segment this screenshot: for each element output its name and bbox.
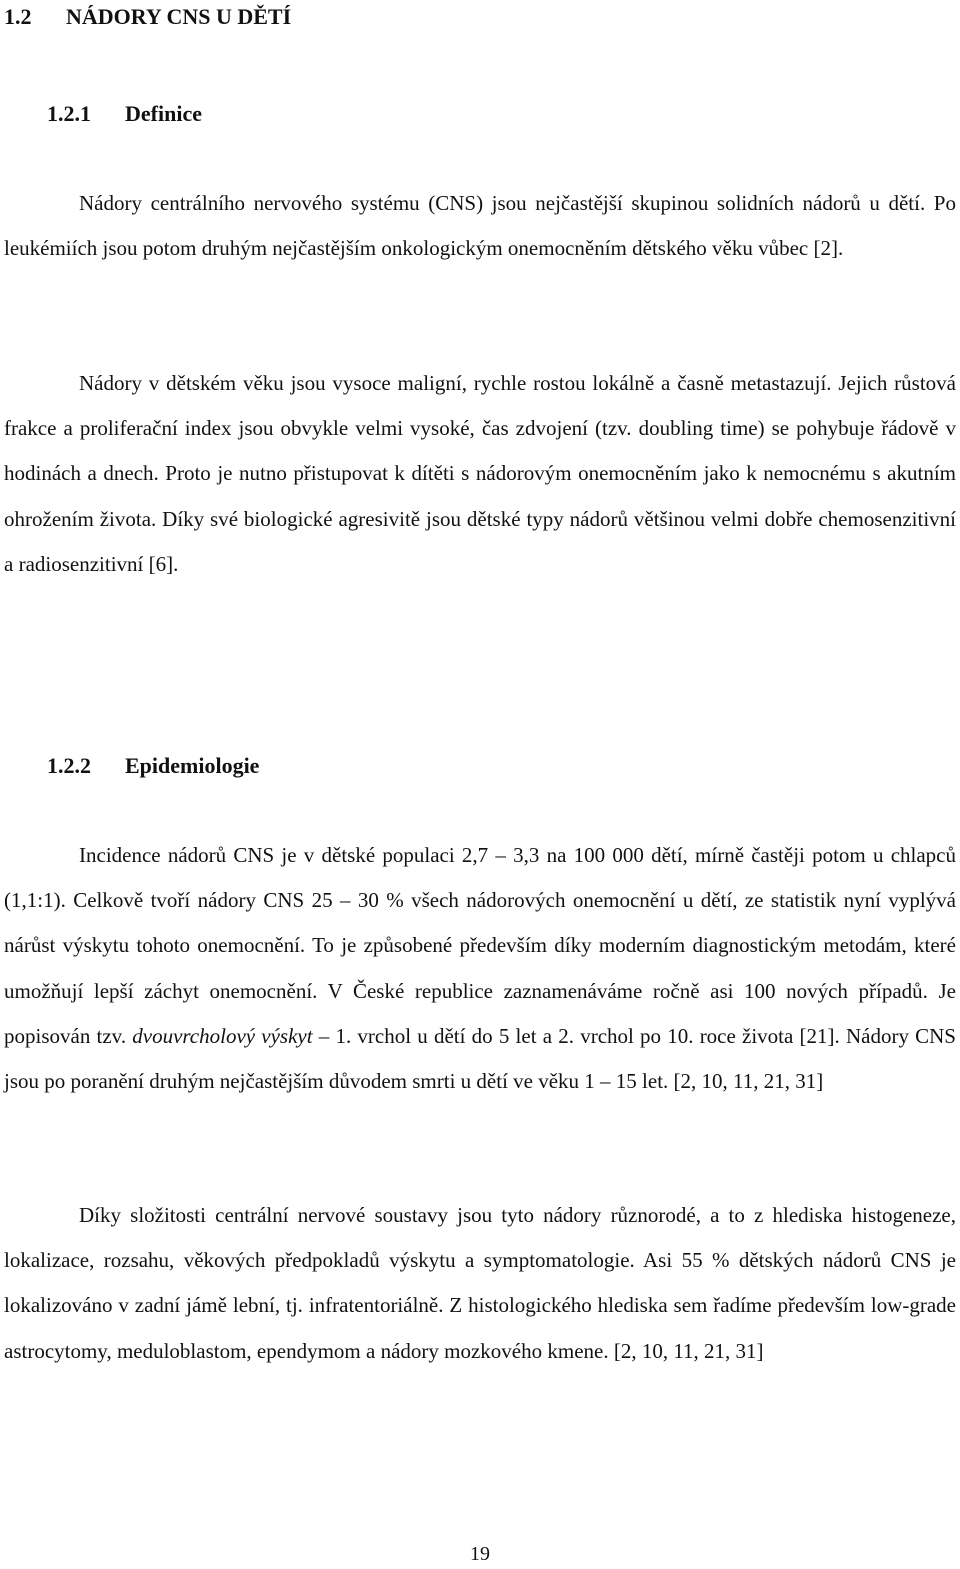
subsection-number: 1.2.1 [47, 101, 91, 126]
paragraph-definice-1: Nádory centrálního nervového systému (CNS) jsou nejčastější skupinou solidních nádorů u dětí. Po leukémiích jsou potom druhým nejčastějším onkologickým onemocněním dětského věku vůbec [2]. [4, 191, 956, 261]
subsection-title: Definice [125, 101, 202, 126]
subsection-number: 1.2.2 [47, 753, 91, 778]
section-number: 1.2 [4, 4, 32, 29]
page-number: 19 [470, 1543, 490, 1565]
subsection-title: Epidemiologie [125, 753, 260, 778]
subsection-heading-epidemiologie [47, 751, 259, 781]
emphasized-term: dvouvrcholový výskyt [132, 1023, 313, 1048]
paragraph-epidemiologie-1 [4, 833, 956, 1104]
paragraph-text: – 1. vrchol u dětí do 5 let a 2. vrchol po 10. roce života [21]. Nádory CNS jsou po poranění druhým nejčastějším důvodem smrti u dětí ve věku 1 – 15 let. [2, 10, 11, 21, 31] [4, 1023, 956, 1094]
section-title: NÁDORY CNS U DĚTÍ [66, 4, 292, 29]
section-heading [4, 2, 291, 32]
paragraph-epidemiologie-2: Díky složitosti centrální nervové soustavy jsou tyto nádory různorodé, a to z hlediska histogeneze, lokalizace, rozsahu, věkových předpokladů výskytu a symptomatologie. Asi 55 % dětských nádorů CNS je lokalizováno v zadní jámě lební, tj. infratentoriálně. Z histologického hlediska sem řadíme především low-grade astrocytomy, meduloblastom, ependymom a nádory mozkového kmene. [2, 10, 11, 21, 31] [4, 1203, 956, 1363]
paragraph-text: Incidence nádorů CNS je v dětské populaci 2,7 – 3,3 na 100 000 dětí, mírně častěji potom u chlapců (1,1:1). Celkově tvoří nádory CNS 25 – 30 % všech nádorových onemocnění u dětí, ze statistik nyní vyplývá nárůst výskytu tohoto onemocnění. To je způsobené především díky moderním diagnostickým metodám, které umožňují lepší záchyt onemocnění. V České republice zaznamenáváme ročně asi 100 nových případů. Je popisován tzv. [4, 843, 956, 1048]
paragraph-definice-2: Nádory v dětském věku jsou vysoce maligní, rychle rostou lokálně a časně metastazují. Jejich růstová frakce a proliferační index jsou obvykle velmi vysoké, čas zdvojení (tzv. doubling time) se pohybuje řádově v hodinách a dnech. Proto je nutno přistupovat k dítěti s nádorovým onemocněním jako k nemocnému s akutním ohrožením života. Díky své biologické agresivitě jsou dětské typy nádorů většinou velmi dobře chemosenzitivní a radiosenzitivní [6]. [4, 371, 956, 576]
subsection-heading-definice [47, 99, 202, 129]
